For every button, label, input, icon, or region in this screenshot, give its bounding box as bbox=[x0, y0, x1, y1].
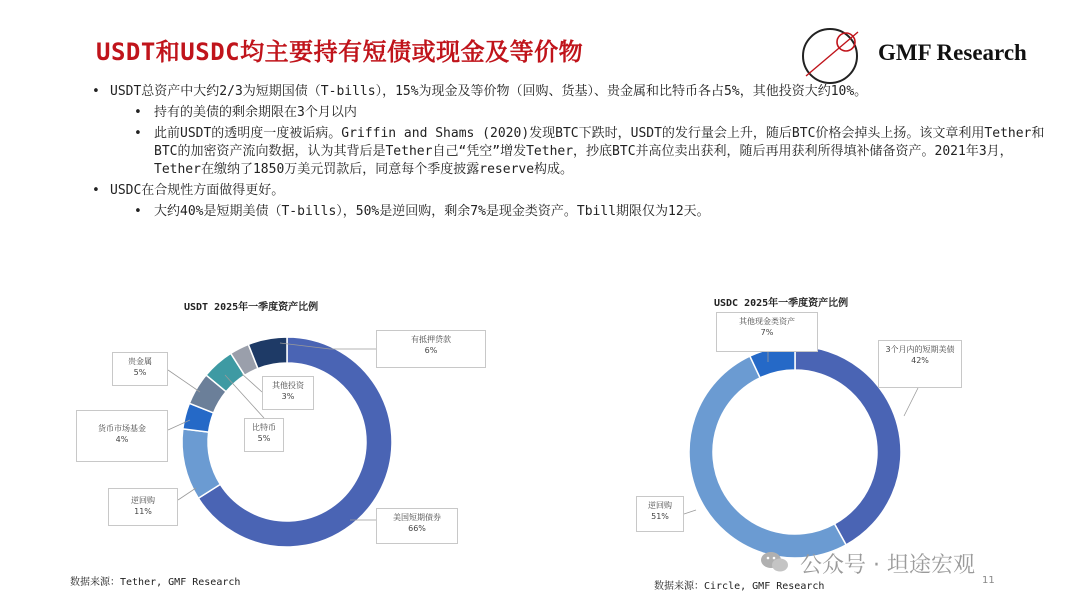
usdc-label-tbill bbox=[878, 340, 962, 388]
usdc-source-note: 数据来源：Circle, GMF Research bbox=[654, 581, 825, 592]
brand-name: GMF Research bbox=[878, 40, 1027, 65]
usdt-chart-title: USDT 2025年一季度资产比例 bbox=[184, 302, 319, 313]
usdt-label-other-name: 其他投资 bbox=[272, 381, 304, 390]
bullet-usdt-maturity: • 持有的美债的剩余期限在3个月以内 bbox=[92, 104, 1052, 122]
usdt-label-btc-value: 5% bbox=[257, 434, 271, 443]
usdc-label-repo-value: 51% bbox=[651, 512, 669, 521]
usdt-label-repo-value: 11% bbox=[134, 507, 152, 516]
usdt-label-mmf-name: 货币市场基金 bbox=[98, 424, 146, 433]
bullet-usdc-detail: • 大约40%是短期美债（T-bills），50%是逆回购，剩余7%是现金类资产。Tbill期限仅为12天。 bbox=[92, 203, 1052, 221]
usdt-label-other-value: 3% bbox=[281, 392, 295, 401]
usdc-label-cash bbox=[716, 312, 818, 352]
usdt-label-loan-name: 有抵押贷款 bbox=[411, 335, 451, 344]
usdc-label-cash-name: 其他现金类资产 bbox=[739, 317, 795, 326]
bullet-usdt-transparency: • 此前USDT的透明度一度被诟病。Griffin and Shams (2020)发现BTC下跌时，USDT的发行量会上升，随后BTC价格会掉头上扬。该文章利用Tether和BTC的加密资产流向数据，认为其背后是Tether自己“凭空”增发Tether，抄底BTC并高位卖出获利，随后再用获利所得填补储备资产。2021年3月，Tether在缴纳了1850万美元罚款后，同意每个季度披露reserve构成。 bbox=[92, 125, 1052, 179]
usdc-label-tbill-name: 3个月内的短期美债 bbox=[885, 345, 955, 354]
usdt-label-btc-name: 比特币 bbox=[252, 423, 276, 432]
usdc-chart-title: USDC 2025年一季度资产比例 bbox=[714, 298, 849, 309]
usdt-label-repo-name: 逆回购 bbox=[131, 496, 155, 505]
bullet-usdc-summary: • USDC在合规性方面做得更好。 bbox=[92, 182, 1052, 200]
usdt-label-gold-value: 5% bbox=[133, 368, 147, 377]
usdt-label-tbill-name: 美国短期债券 bbox=[393, 513, 441, 522]
bullet-usdt-summary: • USDT总资产中大约2/3为短期国债（T-bills），15%为现金及等价物（回购、货基）、贵金属和比特币各占5%，其他投资大约10%。 bbox=[92, 83, 1052, 101]
usdc-label-repo bbox=[636, 496, 684, 532]
usdc-label-cash-value: 7% bbox=[760, 328, 774, 337]
usdt-label-loan-value: 6% bbox=[424, 346, 438, 355]
usdt-label-mmf-value: 4% bbox=[115, 435, 129, 444]
usdc-leader-tbill bbox=[904, 388, 918, 416]
page-title: USDT和USDC均主要持有短债或现金及等价物 bbox=[96, 38, 584, 66]
page-number: 11 bbox=[982, 575, 995, 586]
usdt-label-tbill-value: 66% bbox=[408, 524, 426, 533]
usdt-source-note: 数据来源：Tether, GMF Research bbox=[70, 577, 241, 588]
usdc-label-repo-name: 逆回购 bbox=[648, 501, 672, 510]
wechat-icon bbox=[760, 550, 790, 574]
usdc-leader-repo bbox=[684, 510, 696, 514]
usdc-label-tbill-value: 42% bbox=[911, 356, 929, 365]
usdc-slice-1 bbox=[689, 356, 846, 558]
wechat-watermark: 公众号 · 坦途宏观 bbox=[800, 553, 975, 578]
usdt-label-gold-name: 贵金属 bbox=[128, 357, 152, 366]
